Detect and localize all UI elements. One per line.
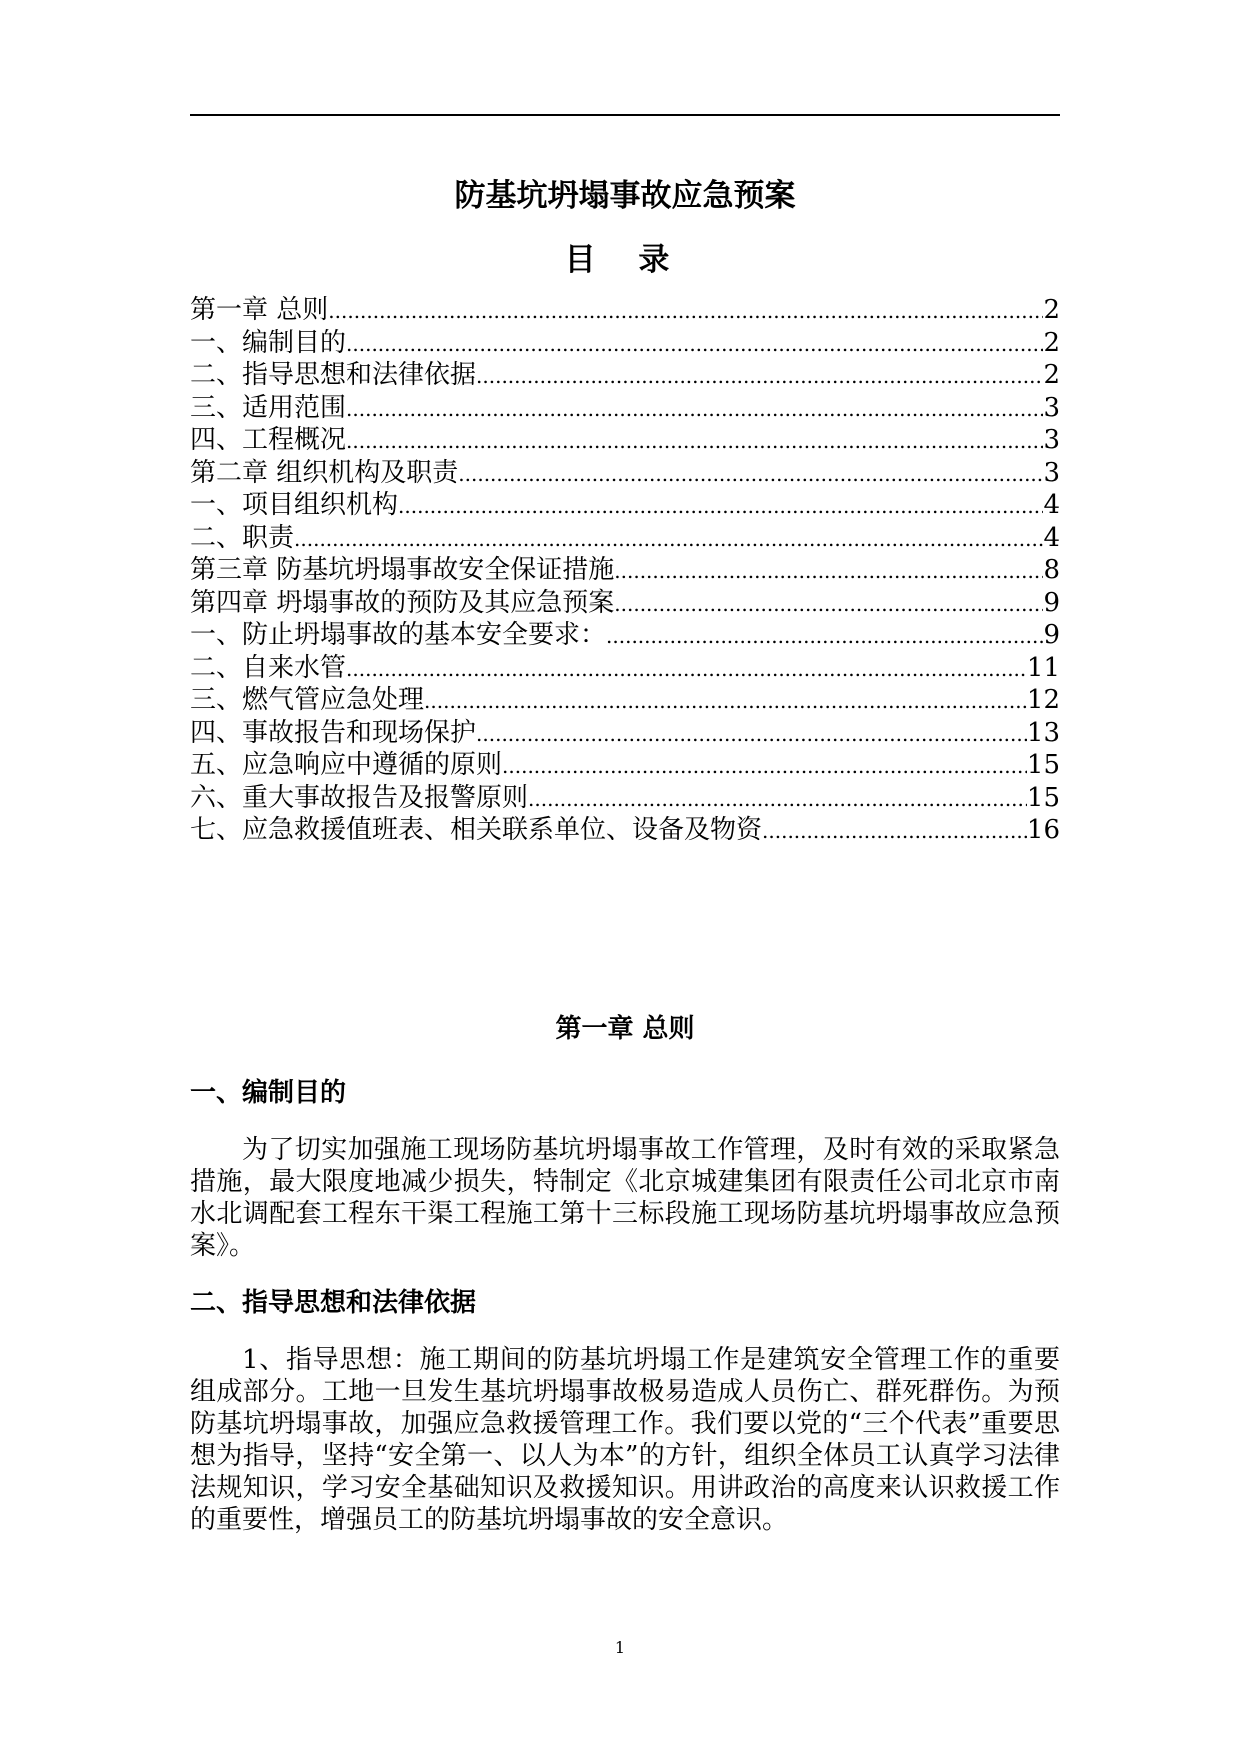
toc-entry-page: 2 [1043,360,1060,390]
toc-entry[interactable] [190,457,1060,490]
toc-entry[interactable] [190,749,1060,782]
toc-dot-leader [398,490,1043,523]
toc-entry[interactable] [190,619,1060,652]
toc-entry-label: 七、应急救援值班表、相关联系单位、设备及物资 [190,815,763,845]
toc-entry-page: 3 [1043,425,1060,455]
page-number: 1 [614,1638,626,1657]
toc-entry[interactable] [190,522,1060,555]
toc-entry-page: 4 [1043,490,1060,520]
chapter-heading: 第一章 总则 [555,1014,695,1044]
toc-dot-leader [346,393,1043,426]
toc-entry[interactable] [190,782,1060,815]
toc-entry-label: 四、事故报告和现场保护 [190,717,477,748]
toc-entry-label: 二、自来水管 [190,652,347,683]
section-heading-purpose: 一、编制目的 [190,1078,347,1108]
toc-dot-leader [528,783,1027,816]
toc-entry-label: 二、指导思想和法律依据 [190,360,477,390]
toc-dot-leader [328,295,1043,328]
toc-entry[interactable] [190,587,1060,620]
paragraph-purpose: 为了切实加强施工现场防基坑坍塌事故工作管理，及时有效的采取紧急措施，最大限度地减少损失，特制定《北京城建集团有限责任公司北京市南水北调配套工程东干渠工程施工第十三标段施工现场防基坑坍塌事故应急预案》。 [190,1135,1060,1261]
toc-dot-leader [762,815,1027,848]
document-title: 防基坑坍塌事故应急预案 [454,178,796,214]
toc-dot-leader [346,425,1043,458]
toc-dot-leader [606,620,1043,653]
toc-entry-label: 第三章 防基坑坍塌事故安全保证措施 [190,555,615,585]
toc-entry-page: 3 [1043,392,1060,423]
toc-entry-page: 9 [1043,587,1060,618]
toc-entry[interactable] [190,684,1060,717]
toc-entry[interactable] [190,424,1060,457]
header-rule [190,114,1060,116]
toc-dot-leader [614,555,1043,588]
toc-entry[interactable] [190,814,1060,847]
toc-dot-leader [346,328,1043,361]
toc-entry-page: 13 [1026,717,1060,748]
toc-entry-page: 15 [1026,750,1060,780]
toc-entry-label: 二、职责 [190,522,295,553]
toc-entry[interactable] [190,392,1060,425]
toc-dot-leader [476,360,1043,393]
toc-entry-page: 3 [1043,457,1060,488]
toc-dot-leader [502,750,1027,783]
toc-entry-label: 五、应急响应中遵循的原则 [190,750,503,780]
table-of-contents [190,294,1060,847]
toc-entry-page: 15 [1026,782,1060,813]
toc-entry-page: 2 [1043,295,1060,325]
toc-entry-label: 第四章 坍塌事故的预防及其应急预案 [190,587,615,618]
toc-dot-leader [424,685,1027,718]
toc-dot-leader [458,458,1043,491]
toc-entry-page: 16 [1026,815,1060,845]
paragraph-guidance: 1、指导思想：施工期间的防基坑坍塌工作是建筑安全管理工作的重要组成部分。工地一旦发生基坑坍塌事故极易造成人员伤亡、群死群伤。为预防基坑坍塌事故，加强应急救援管理工作。我们要以党的“三个代表”重要思想为指导，坚持“安全第一、以人为本”的方针，组织全体员工认真学习法律法规知识，学习安全基础知识及救援知识。用讲政治的高度来认识救援工作的重要性，增强员工的防基坑坍塌事故的安全意识。 [190,1345,1060,1535]
toc-entry-page: 2 [1043,327,1060,358]
toc-entry[interactable] [190,359,1060,392]
toc-entry-label: 第一章 总则 [190,295,329,325]
toc-entry-page: 12 [1026,685,1060,715]
toc-entry-label: 一、编制目的 [190,327,347,358]
toc-dot-leader [294,523,1043,556]
toc-heading: 目 录 [564,242,686,278]
section-heading-guidance: 二、指导思想和法律依据 [190,1288,477,1318]
toc-entry[interactable] [190,294,1060,327]
toc-entry-page: 9 [1043,620,1060,650]
toc-dot-leader [614,588,1043,621]
toc-entry-label: 一、项目组织机构 [190,490,399,520]
toc-entry-label: 四、工程概况 [190,425,347,455]
toc-entry-page: 11 [1026,652,1060,683]
toc-entry-page: 4 [1043,522,1060,553]
toc-entry-label: 一、防止坍塌事故的基本安全要求： [190,620,607,650]
toc-entry-label: 第二章 组织机构及职责 [190,457,459,488]
toc-entry[interactable] [190,554,1060,587]
toc-entry-label: 三、燃气管应急处理 [190,685,425,715]
toc-dot-leader [476,718,1027,751]
toc-entry-label: 六、重大事故报告及报警原则 [190,782,529,813]
toc-entry-label: 三、适用范围 [190,392,347,423]
toc-entry[interactable] [190,652,1060,685]
toc-entry[interactable] [190,327,1060,360]
toc-dot-leader [346,653,1027,686]
toc-entry-page: 8 [1043,555,1060,585]
toc-entry[interactable] [190,489,1060,522]
toc-entry[interactable] [190,717,1060,750]
